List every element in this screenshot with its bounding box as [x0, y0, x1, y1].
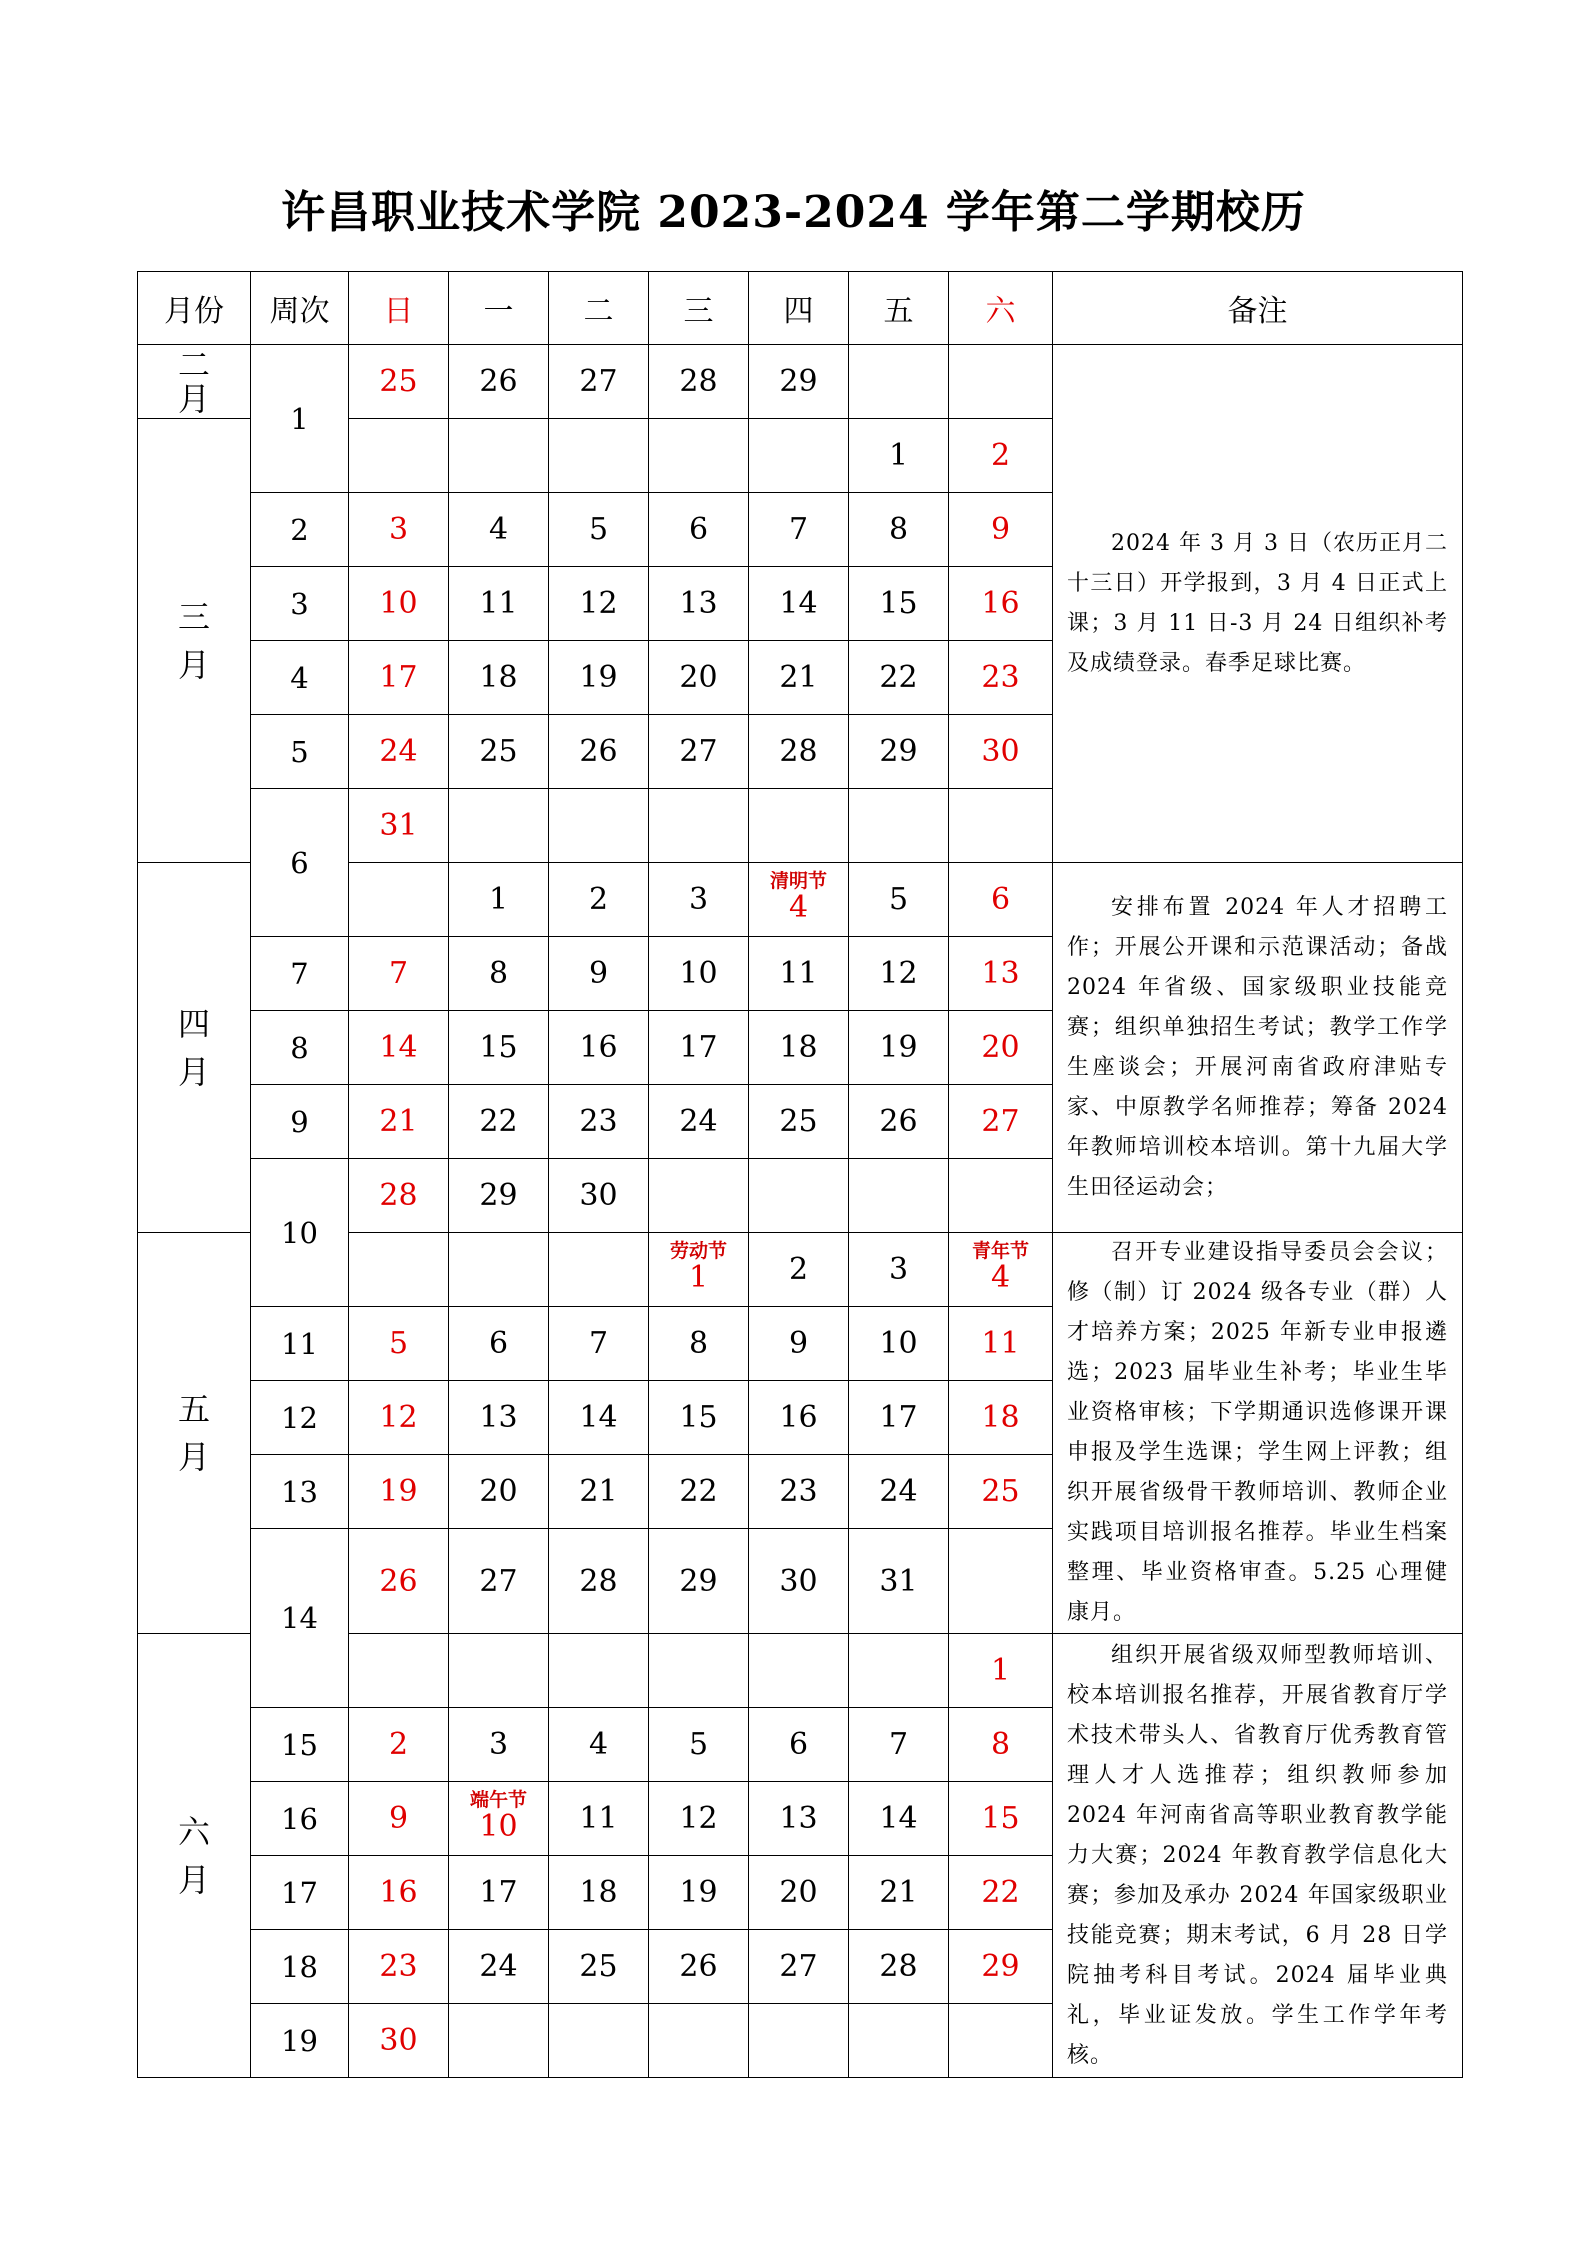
month-feb: 二月 [138, 345, 251, 419]
date-cell: 22 [449, 1085, 549, 1159]
holiday-label: 劳动节 [669, 1239, 727, 1262]
date-cell: 13 [649, 567, 749, 641]
date-cell [949, 1159, 1053, 1233]
date-cell: 22 [849, 641, 949, 715]
date-cell [849, 789, 949, 863]
week-number: 9 [251, 1085, 349, 1159]
date-cell: 30 [349, 2004, 449, 2078]
date-cell: 21 [749, 641, 849, 715]
date-cell: 17 [849, 1381, 949, 1455]
week-number: 11 [251, 1307, 349, 1381]
month-jun: 六月 [138, 1634, 251, 2078]
date-cell: 20 [449, 1455, 549, 1529]
date-cell: 16 [749, 1381, 849, 1455]
date-cell: 28 [649, 345, 749, 419]
date-cell: 20 [749, 1856, 849, 1930]
week-number: 18 [251, 1930, 349, 2004]
header-row [138, 272, 1463, 345]
header-month: 月份 [138, 272, 251, 345]
date-cell: 11 [449, 567, 549, 641]
date-cell: 6 [649, 493, 749, 567]
date-cell: 2 [349, 1708, 449, 1782]
date-cell: 18 [749, 1011, 849, 1085]
date-cell: 10 [649, 937, 749, 1011]
note-may: 召开专业建设指导委员会会议；修（制）订 2024 级各专业（群）人才培养方案；2025 年新专业申报遴选；2023 届毕业生补考；毕业生毕业资格审核；下学期通识选修课开课申报及学生选课；学生网上评教；组织开展省级骨干教师培训、教师企业实践项目培训报名推荐。毕业生档案整理、毕业资格审查。5.25 心理健康月。 [1053, 1233, 1463, 1634]
date-cell [449, 419, 549, 493]
date-cell: 29 [749, 345, 849, 419]
date-cell: 9 [749, 1307, 849, 1381]
date-cell: 26 [349, 1529, 449, 1634]
date-cell [449, 1634, 549, 1708]
date-cell: 16 [949, 567, 1053, 641]
header-wed: 三 [649, 272, 749, 345]
holiday-cell-qingming [749, 863, 849, 937]
date-cell [949, 1529, 1053, 1634]
holiday-cell-qingnian [949, 1233, 1053, 1307]
date-cell: 19 [649, 1856, 749, 1930]
date-cell: 20 [949, 1011, 1053, 1085]
date-cell: 19 [849, 1011, 949, 1085]
date-cell: 18 [949, 1381, 1053, 1455]
date-cell: 1 [949, 1634, 1053, 1708]
date-cell: 29 [949, 1930, 1053, 2004]
month-may: 五月 [138, 1233, 251, 1634]
date-cell: 7 [849, 1708, 949, 1782]
note-march: 2024 年 3 月 3 日（农历正月二十三日）开学报到，3 月 4 日正式上课；3 月 11 日-3 月 24 日组织补考及成绩登录。春季足球比赛。 [1053, 345, 1463, 863]
header-sat: 六 [949, 272, 1053, 345]
date-cell: 2 [949, 419, 1053, 493]
date-cell: 28 [749, 715, 849, 789]
week-number: 16 [251, 1782, 349, 1856]
date-cell: 7 [749, 493, 849, 567]
date-cell: 26 [549, 715, 649, 789]
date-cell: 15 [649, 1381, 749, 1455]
date-cell: 9 [949, 493, 1053, 567]
date-cell: 6 [449, 1307, 549, 1381]
date-cell: 21 [549, 1455, 649, 1529]
date-cell: 6 [949, 863, 1053, 937]
header-fri: 五 [849, 272, 949, 345]
holiday-label: 清明节 [769, 869, 827, 892]
date-cell [649, 2004, 749, 2078]
week-number: 8 [251, 1011, 349, 1085]
date-cell [549, 419, 649, 493]
month-apr: 四月 [138, 863, 251, 1233]
date-cell: 5 [649, 1708, 749, 1782]
date-cell: 3 [349, 493, 449, 567]
holiday-date: 4 [788, 889, 809, 925]
date-cell: 25 [449, 715, 549, 789]
date-cell: 26 [449, 345, 549, 419]
date-cell [749, 1159, 849, 1233]
date-cell: 16 [549, 1011, 649, 1085]
date-cell: 11 [749, 937, 849, 1011]
date-cell [549, 1634, 649, 1708]
date-cell: 8 [649, 1307, 749, 1381]
date-cell: 11 [549, 1782, 649, 1856]
date-cell [849, 1634, 949, 1708]
table-row [138, 345, 1463, 419]
page-title: 许昌职业技术学院 2023-2024 学年第二学期校历 [281, 187, 1306, 238]
month-mar: 三月 [138, 419, 251, 863]
header-sun: 日 [349, 272, 449, 345]
date-cell: 3 [849, 1233, 949, 1307]
date-cell [549, 1233, 649, 1307]
date-cell [449, 789, 549, 863]
date-cell: 23 [549, 1085, 649, 1159]
week-number: 17 [251, 1856, 349, 1930]
date-cell: 2 [549, 863, 649, 937]
date-cell [849, 2004, 949, 2078]
date-cell: 25 [349, 345, 449, 419]
date-cell: 24 [849, 1455, 949, 1529]
date-cell: 23 [949, 641, 1053, 715]
week-number: 15 [251, 1708, 349, 1782]
week-number: 14 [251, 1529, 349, 1708]
date-cell: 27 [949, 1085, 1053, 1159]
date-cell [749, 2004, 849, 2078]
date-cell: 21 [349, 1085, 449, 1159]
date-cell: 22 [649, 1455, 749, 1529]
date-cell [649, 419, 749, 493]
date-cell: 29 [849, 715, 949, 789]
date-cell: 30 [549, 1159, 649, 1233]
date-cell: 26 [649, 1930, 749, 2004]
date-cell [749, 1634, 849, 1708]
date-cell: 15 [849, 567, 949, 641]
week-number: 13 [251, 1455, 349, 1529]
date-cell: 5 [849, 863, 949, 937]
date-cell: 27 [749, 1930, 849, 2004]
date-cell: 27 [649, 715, 749, 789]
date-cell: 27 [449, 1529, 549, 1634]
date-cell: 17 [449, 1856, 549, 1930]
date-cell: 24 [349, 715, 449, 789]
date-cell [349, 419, 449, 493]
date-cell: 31 [849, 1529, 949, 1634]
holiday-label: 青年节 [971, 1239, 1029, 1262]
week-number: 1 [251, 345, 349, 493]
header-week: 周次 [251, 272, 349, 345]
date-cell: 4 [549, 1708, 649, 1782]
date-cell: 7 [349, 937, 449, 1011]
header-tue: 二 [549, 272, 649, 345]
date-cell: 29 [649, 1529, 749, 1634]
date-cell: 9 [349, 1782, 449, 1856]
date-cell: 8 [949, 1708, 1053, 1782]
date-cell: 22 [949, 1856, 1053, 1930]
date-cell: 30 [949, 715, 1053, 789]
header-thu: 四 [749, 272, 849, 345]
date-cell: 4 [449, 493, 549, 567]
note-april: 安排布置 2024 年人才招聘工作；开展公开课和示范课活动；备战 2024 年省级、国家级职业技能竞赛；组织单独招生考试；教学工作学生座谈会；开展河南省政府津贴专家、中原教学名师推荐；筹备 2024 年教师培训校本培训。第十九届大学生田径运动会； [1053, 863, 1463, 1233]
header-notes: 备注 [1053, 272, 1463, 345]
date-cell: 12 [549, 567, 649, 641]
date-cell: 10 [849, 1307, 949, 1381]
date-cell: 15 [949, 1782, 1053, 1856]
date-cell: 8 [449, 937, 549, 1011]
date-cell: 1 [849, 419, 949, 493]
date-cell: 28 [849, 1930, 949, 2004]
holiday-date: 1 [688, 1259, 709, 1295]
header-mon: 一 [449, 272, 549, 345]
note-june: 组织开展省级双师型教师培训、校本培训报名推荐，开展省教育厅学术技术带头人、省教育厅优秀教育管理人才人选推荐；组织教师参加 2024 年河南省高等职业教育教学能力大赛；2024 年教育教学信息化大赛；参加及承办 2024 年国家级职业技能竞赛；期末考试，6 月 28 日学院抽考科目考试。2024 届毕业典礼，毕业证发放。学生工作学年考核。 [1053, 1634, 1463, 2078]
date-cell: 20 [649, 641, 749, 715]
date-cell [449, 2004, 549, 2078]
date-cell [949, 2004, 1053, 2078]
week-number: 2 [251, 493, 349, 567]
date-cell [649, 1159, 749, 1233]
date-cell [649, 789, 749, 863]
date-cell [749, 789, 849, 863]
date-cell: 21 [849, 1856, 949, 1930]
date-cell: 14 [749, 567, 849, 641]
date-cell: 3 [649, 863, 749, 937]
date-cell: 3 [449, 1708, 549, 1782]
date-cell: 8 [849, 493, 949, 567]
date-cell: 13 [749, 1782, 849, 1856]
date-cell [449, 1233, 549, 1307]
date-cell: 12 [649, 1782, 749, 1856]
holiday-cell-duanwu [449, 1782, 549, 1856]
date-cell: 14 [549, 1381, 649, 1455]
week-number: 7 [251, 937, 349, 1011]
week-number: 10 [251, 1159, 349, 1307]
date-cell: 18 [549, 1856, 649, 1930]
date-cell: 1 [449, 863, 549, 937]
date-cell: 10 [349, 567, 449, 641]
date-cell [349, 1233, 449, 1307]
week-number: 6 [251, 789, 349, 937]
calendar-table [137, 271, 1463, 2078]
date-cell: 11 [949, 1307, 1053, 1381]
date-cell: 28 [549, 1529, 649, 1634]
holiday-date: 10 [479, 1808, 518, 1844]
date-cell: 26 [849, 1085, 949, 1159]
date-cell: 14 [849, 1782, 949, 1856]
date-cell [349, 1634, 449, 1708]
date-cell [549, 2004, 649, 2078]
holiday-label: 端午节 [469, 1788, 527, 1811]
date-cell [849, 1159, 949, 1233]
date-cell: 25 [549, 1930, 649, 2004]
date-cell [649, 1634, 749, 1708]
week-number: 19 [251, 2004, 349, 2078]
date-cell: 2 [749, 1233, 849, 1307]
date-cell: 12 [349, 1381, 449, 1455]
date-cell: 5 [349, 1307, 449, 1381]
date-cell: 12 [849, 937, 949, 1011]
week-number: 5 [251, 715, 349, 789]
holiday-cell-laodong [649, 1233, 749, 1307]
date-cell [949, 789, 1053, 863]
date-cell: 24 [449, 1930, 549, 2004]
date-cell: 23 [349, 1930, 449, 2004]
date-cell: 17 [349, 641, 449, 715]
date-cell: 7 [549, 1307, 649, 1381]
date-cell [549, 789, 649, 863]
date-cell: 13 [949, 937, 1053, 1011]
date-cell: 23 [749, 1455, 849, 1529]
date-cell: 19 [549, 641, 649, 715]
holiday-date: 4 [990, 1259, 1011, 1295]
date-cell: 25 [949, 1455, 1053, 1529]
date-cell: 6 [749, 1708, 849, 1782]
date-cell: 19 [349, 1455, 449, 1529]
date-cell: 17 [649, 1011, 749, 1085]
date-cell: 30 [749, 1529, 849, 1634]
date-cell: 27 [549, 345, 649, 419]
week-number: 12 [251, 1381, 349, 1455]
date-cell: 24 [649, 1085, 749, 1159]
date-cell: 9 [549, 937, 649, 1011]
date-cell [749, 419, 849, 493]
date-cell: 13 [449, 1381, 549, 1455]
date-cell: 16 [349, 1856, 449, 1930]
date-cell: 15 [449, 1011, 549, 1085]
date-cell: 14 [349, 1011, 449, 1085]
date-cell: 31 [349, 789, 449, 863]
date-cell: 5 [549, 493, 649, 567]
week-number: 3 [251, 567, 349, 641]
date-cell [949, 345, 1053, 419]
date-cell: 18 [449, 641, 549, 715]
date-cell [849, 345, 949, 419]
date-cell: 29 [449, 1159, 549, 1233]
date-cell: 25 [749, 1085, 849, 1159]
date-cell: 28 [349, 1159, 449, 1233]
week-number: 4 [251, 641, 349, 715]
date-cell [349, 863, 449, 937]
